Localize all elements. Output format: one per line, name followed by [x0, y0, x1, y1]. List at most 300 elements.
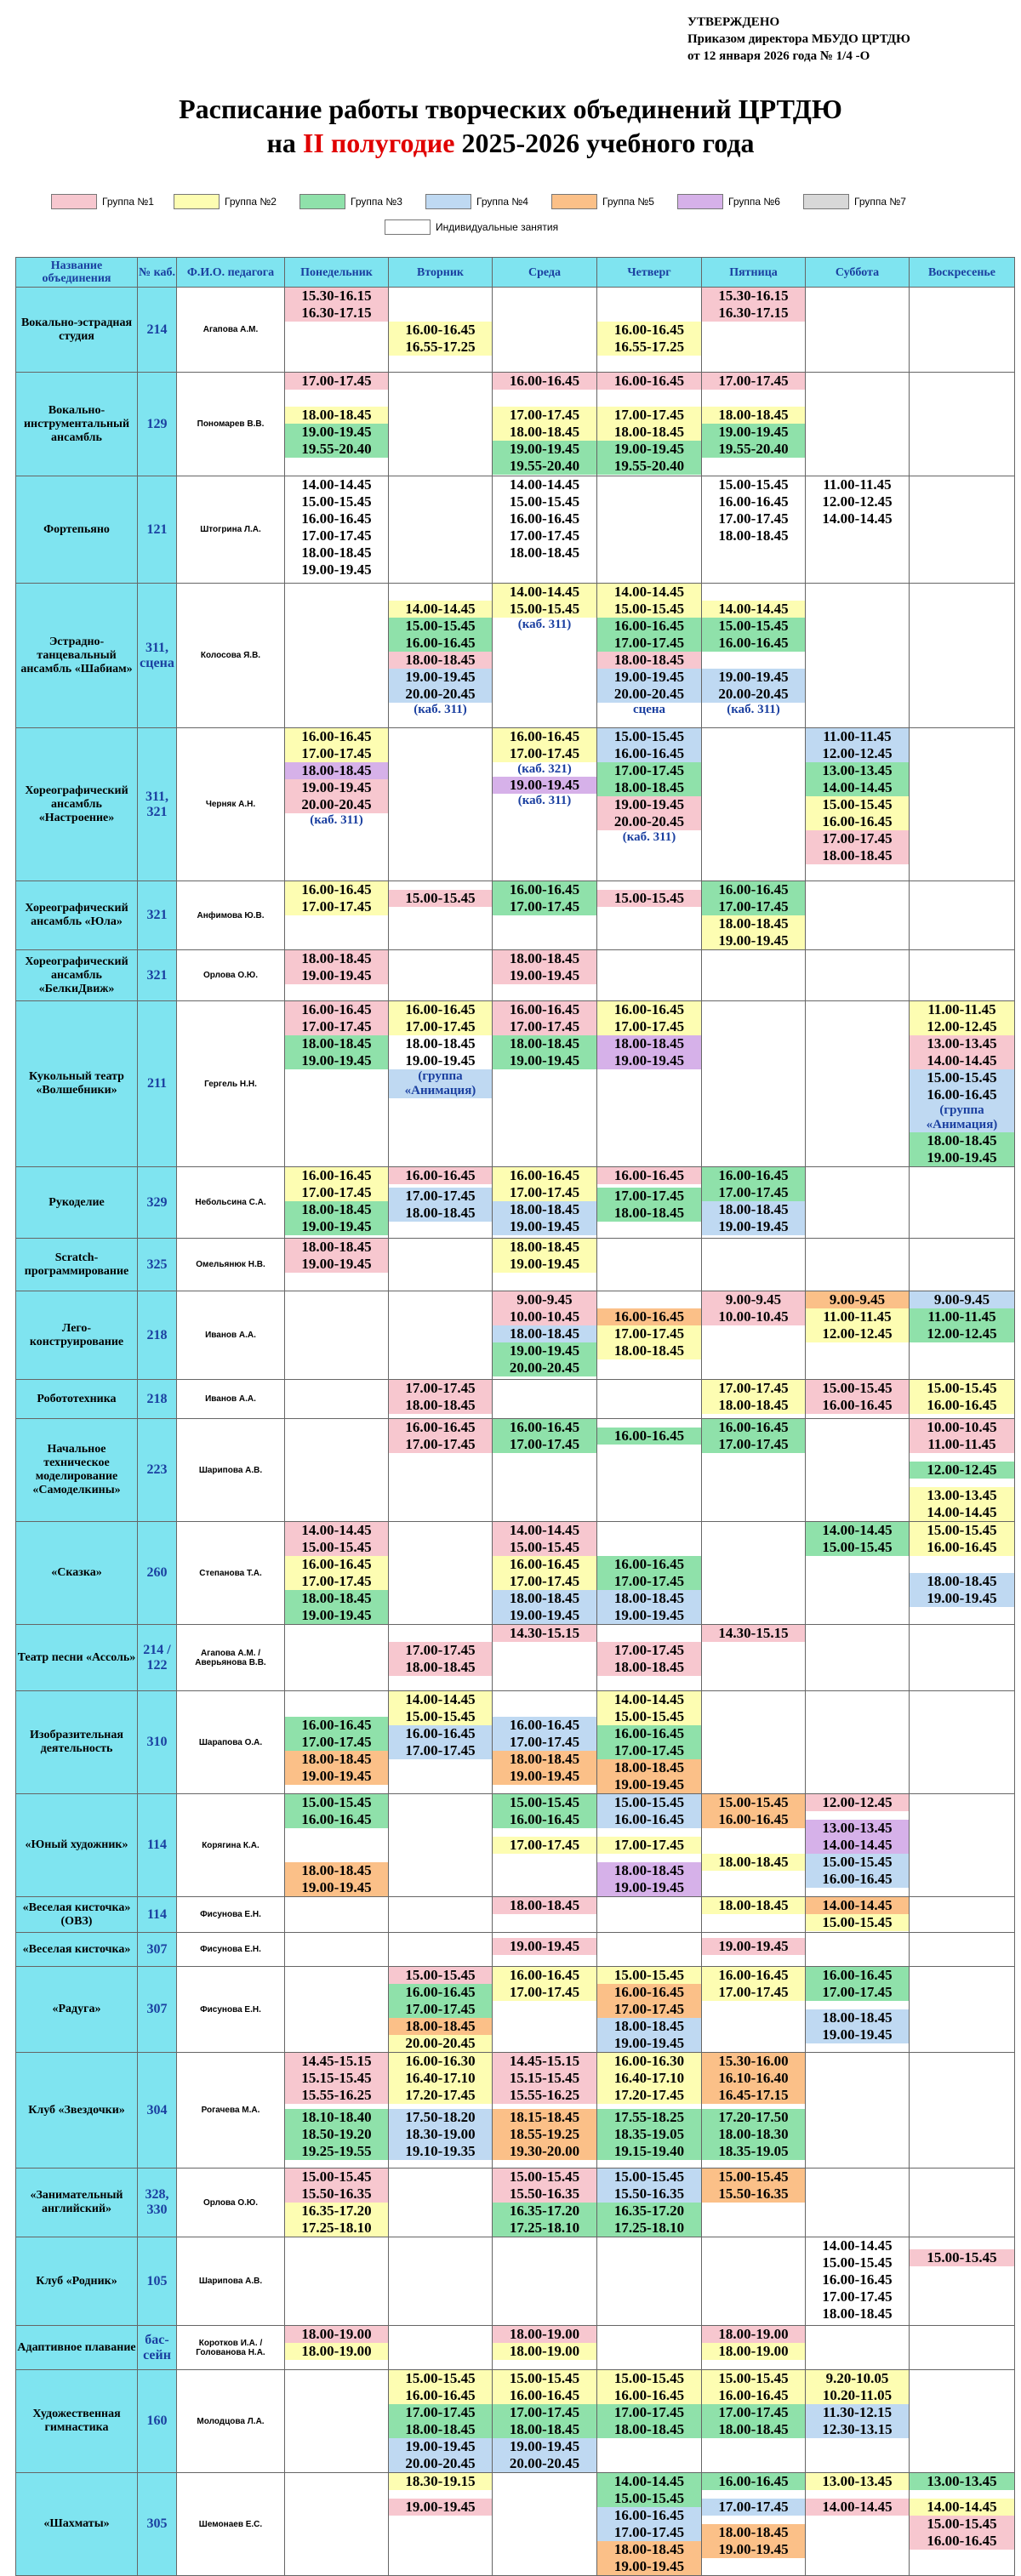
legend-item [803, 194, 906, 209]
session-time: 15.55-16.25 [509, 2087, 580, 2103]
day-cell [285, 373, 389, 476]
session-block [702, 915, 805, 949]
session-time: 16.00-16.45 [613, 1556, 685, 1572]
session-time: 19.00-19.45 [718, 2541, 789, 2557]
session-block [389, 2438, 492, 2472]
session-block [806, 2237, 909, 2322]
table-row [16, 1167, 1015, 1239]
session-time: 18.00-18.45 [718, 1397, 789, 1413]
teacher-name: Шарипова А.В. [177, 1419, 285, 1522]
session-block [597, 1794, 701, 1828]
legend-label: Индивидуальные занятия [436, 221, 559, 233]
session-time: 14.45-15.15 [301, 2053, 372, 2069]
day-cell [389, 373, 493, 476]
session-time: 17.00-17.45 [509, 2404, 580, 2420]
day-cell [285, 2326, 389, 2370]
day-cell [389, 2370, 493, 2473]
session-time: 13.00-13.45 [822, 762, 893, 778]
day-cell [389, 584, 493, 728]
session-block [389, 652, 492, 669]
day-cell [702, 584, 806, 728]
teacher-name: Фисунова Е.Н. [177, 1933, 285, 1967]
session-time: 14.45-15.15 [509, 2053, 580, 2069]
session-block [493, 1035, 596, 1069]
session-time: 19.00-19.45 [613, 796, 685, 812]
session-block [493, 1967, 596, 2001]
teacher-name: Гергель Н.Н. [177, 1001, 285, 1167]
day-cell [806, 2169, 910, 2237]
club-name: «Веселая кисточка» (ОВЗ) [16, 1897, 138, 1933]
column-header: Пятница [702, 258, 806, 288]
session-time: 16.00-16.45 [509, 1717, 580, 1733]
session-time: 18.00-18.45 [613, 2018, 685, 2034]
session-time: 15.00-15.45 [927, 1380, 997, 1396]
table-header-row [16, 258, 1015, 288]
session-time: 19.55-20.40 [613, 458, 685, 474]
session-time: 19.00-19.45 [301, 1052, 372, 1069]
session-time: 18.00-18.45 [613, 1590, 685, 1606]
room-number: бас-сейн [138, 2326, 177, 2370]
session-block [493, 1556, 596, 1590]
day-cell [806, 950, 910, 1001]
room-number: 160 [138, 2370, 177, 2473]
session-time: 16.35-17.20 [301, 2203, 372, 2219]
session-block [597, 1325, 701, 1359]
session-block [493, 407, 596, 441]
club-name: Кукольный театр «Волшебники» [16, 1001, 138, 1167]
room-number: 307 [138, 1967, 177, 2053]
session-time: 19.00-19.45 [509, 1607, 580, 1623]
day-cell [285, 1522, 389, 1625]
session-time: 16.00-16.45 [301, 1811, 372, 1827]
session-time: 19.00-19.45 [613, 2035, 685, 2051]
legend-item [551, 194, 654, 209]
session-time: 18.00-18.45 [613, 424, 685, 440]
room-number: 307 [138, 1933, 177, 1967]
session-time: 19.00-19.45 [613, 441, 685, 457]
session-time: 17.00-17.45 [613, 1837, 685, 1853]
day-cell [493, 373, 597, 476]
session-block [285, 476, 388, 578]
session-block [597, 618, 701, 652]
table-row [16, 1380, 1015, 1419]
day-cell [389, 1897, 493, 1933]
session-time: 17.55-18.25 [613, 2109, 685, 2125]
session-time: 20.00-20.45 [613, 686, 685, 702]
day-cell [910, 1001, 1015, 1167]
day-cell [493, 288, 597, 373]
session-block [597, 1862, 701, 1896]
day-cell [806, 1419, 910, 1522]
session-time: 18.10-18.40 [301, 2109, 372, 2125]
session-time: 16.00-16.45 [822, 2271, 893, 2288]
session-block [910, 1132, 1014, 1166]
session-time: 16.00-16.45 [927, 1539, 997, 1555]
column-header: Четверг [597, 258, 702, 288]
session-time: 17.00-17.45 [301, 898, 372, 915]
day-cell [910, 1794, 1015, 1897]
session-time: 16.00-16.45 [718, 1967, 789, 1983]
day-cell [702, 2326, 806, 2370]
session-block [910, 1001, 1014, 1035]
session-time: 17.00-17.45 [509, 1837, 580, 1853]
session-block [702, 2109, 805, 2160]
session-block [493, 1837, 596, 1854]
session-time: 10.00-10.45 [927, 1419, 997, 1435]
day-cell [389, 1691, 493, 1794]
session-time: 16.00-16.45 [301, 1001, 372, 1017]
spacer [806, 1811, 909, 1820]
session-time: 18.00-18.45 [927, 1132, 997, 1148]
session-time: 17.00-17.45 [405, 1380, 476, 1396]
day-cell [806, 288, 910, 373]
club-name: Адаптивное плавание [16, 2326, 138, 2370]
session-time: 19.00-19.45 [301, 779, 372, 795]
day-cell [910, 950, 1015, 1001]
legend-swatch [174, 194, 220, 209]
legend-item [299, 194, 402, 209]
session-time: 19.00-19.45 [405, 1052, 476, 1069]
page-title [0, 92, 1021, 160]
session-time: 19.00-19.45 [509, 967, 580, 983]
session-time: 15.00-15.45 [613, 890, 685, 906]
session-time: 17.00-17.45 [509, 745, 580, 761]
session-time: 18.00-18.45 [301, 544, 372, 561]
session-time: 15.00-15.45 [613, 1708, 685, 1724]
session-time: 12.00-12.45 [927, 1462, 997, 1478]
session-time: 19.00-19.45 [927, 1149, 997, 1165]
session-time: 15.00-15.45 [613, 2490, 685, 2506]
session-block [285, 1167, 388, 1201]
day-cell [806, 1691, 910, 1794]
session-block [597, 1001, 701, 1035]
session-time: 18.00-18.45 [613, 1659, 685, 1675]
session-block [597, 1691, 701, 1725]
session-block [910, 1522, 1014, 1556]
spacer [910, 2237, 1014, 2249]
session-block [702, 1201, 805, 1235]
spacer [702, 584, 805, 601]
session-time: 19.00-19.45 [405, 2438, 476, 2454]
session-block [910, 1462, 1014, 1479]
day-cell [806, 1380, 910, 1419]
session-block [702, 1419, 805, 1453]
session-time: 15.00-15.45 [718, 2370, 789, 2386]
session-block [493, 1001, 596, 1035]
session-time: 15.00-15.45 [509, 1539, 580, 1555]
session-time: 15.15-15.45 [301, 2070, 372, 2086]
session-time: 18.00-18.45 [718, 915, 789, 932]
room-note: (каб. 311) [727, 703, 780, 716]
session-time: 18.35-19.05 [718, 2143, 789, 2159]
day-cell [702, 881, 806, 950]
day-cell [597, 2370, 702, 2473]
session-time: 16.00-16.45 [405, 1419, 476, 1435]
day-cell [910, 1419, 1015, 1522]
day-cell [493, 2053, 597, 2169]
session-block [702, 1967, 805, 2001]
day-cell [597, 1001, 702, 1167]
session-time: 16.00-16.45 [405, 635, 476, 651]
club-name: Эстрадно-танцевальный ансамбль «Шабиам» [16, 584, 138, 728]
session-block [493, 2404, 596, 2438]
session-time: 19.00-19.45 [301, 561, 372, 578]
room-number: 325 [138, 1239, 177, 1291]
club-name: Робототехника [16, 1380, 138, 1419]
day-cell [389, 1419, 493, 1522]
session-time: 16.00-16.45 [822, 813, 893, 829]
teacher-name: Орлова О.Ю. [177, 2169, 285, 2237]
session-time: 14.00-14.45 [301, 1522, 372, 1538]
day-cell [285, 2053, 389, 2169]
room-number: 211 [138, 1001, 177, 1167]
day-cell [493, 1794, 597, 1897]
legend-swatch [385, 219, 431, 235]
day-cell [702, 2370, 806, 2473]
session-time: 17.00-17.45 [613, 1742, 685, 1758]
session-block [285, 1862, 388, 1896]
table-row [16, 1794, 1015, 1897]
session-time: 17.00-17.45 [509, 1573, 580, 1589]
day-cell [389, 288, 493, 373]
session-time: 14.00-14.45 [613, 1691, 685, 1707]
day-cell [493, 1167, 597, 1239]
day-cell [910, 476, 1015, 584]
teacher-name: Степанова Т.А. [177, 1522, 285, 1625]
session-block [806, 1854, 909, 1888]
day-cell [389, 2053, 493, 2169]
session-time: 16.00-16.45 [405, 1001, 476, 1017]
day-cell [493, 950, 597, 1001]
session-time: 16.00-16.45 [405, 1984, 476, 2000]
session-time: 17.00-17.45 [613, 2404, 685, 2420]
teacher-name: Агапова А.М. / Аверьянова В.В. [177, 1625, 285, 1691]
session-time: 15.00-15.45 [509, 601, 580, 617]
club-name: Театр песни «Ассоль» [16, 1625, 138, 1691]
day-cell [285, 1167, 389, 1239]
session-time: 18.00-18.45 [405, 1035, 476, 1051]
session-block [910, 2516, 1014, 2550]
spacer [389, 288, 492, 322]
club-name: «Радуга» [16, 1967, 138, 2053]
session-block [285, 779, 388, 813]
room-note: (каб. 311) [414, 703, 467, 716]
teacher-name: Иванов А.А. [177, 1380, 285, 1419]
session-block [702, 1897, 805, 1914]
club-name: «Занимательный английский» [16, 2169, 138, 2237]
session-time: 18.00-18.45 [405, 1397, 476, 1413]
session-time: 16.00-16.45 [405, 1725, 476, 1741]
session-time: 12.00-12.45 [822, 1325, 893, 1342]
teacher-name: Агапова А.М. [177, 288, 285, 373]
day-cell [806, 2370, 910, 2473]
session-block [493, 1522, 596, 1556]
teacher-name: Иванов А.А. [177, 1291, 285, 1380]
session-time: 18.15-18.45 [509, 2109, 580, 2125]
column-header: Название объединения [16, 258, 138, 288]
session-block [285, 1717, 388, 1751]
day-cell [389, 728, 493, 881]
day-cell [389, 1522, 493, 1625]
session-time: 15.00-15.45 [718, 618, 789, 634]
legend-label: Группа №3 [351, 196, 402, 208]
session-time: 20.00-20.45 [718, 686, 789, 702]
session-time: 16.00-16.45 [301, 1556, 372, 1572]
session-time: 19.00-19.45 [509, 1052, 580, 1069]
day-cell [493, 2370, 597, 2473]
session-block [702, 618, 805, 652]
session-block [702, 1938, 805, 1955]
session-block [806, 1794, 909, 1811]
session-block [597, 1967, 701, 1984]
day-cell [597, 1967, 702, 2053]
session-time: 15.50-16.35 [613, 2186, 685, 2202]
day-cell [285, 1794, 389, 1897]
day-cell [285, 1897, 389, 1933]
spacer [389, 1625, 492, 1642]
session-time: 16.00-16.45 [509, 2387, 580, 2403]
session-block [493, 1717, 596, 1751]
session-block [493, 2169, 596, 2203]
session-time: 19.00-19.45 [301, 1607, 372, 1623]
session-time: 19.00-19.45 [613, 1879, 685, 1895]
day-cell [806, 2237, 910, 2326]
session-time: 17.00-17.45 [613, 762, 685, 778]
session-time: 15.15-15.45 [509, 2070, 580, 2086]
session-time: 16.00-16.45 [613, 1308, 685, 1325]
spacer [597, 390, 701, 407]
table-row [16, 2053, 1015, 2169]
session-time: 15.00-15.45 [405, 890, 476, 906]
spacer [285, 1691, 388, 1717]
session-time: 19.00-19.45 [509, 1342, 580, 1359]
session-block [702, 1291, 805, 1325]
session-time: 19.00-19.45 [613, 2558, 685, 2574]
session-time: 16.00-16.45 [613, 1984, 685, 2000]
title-post: 2025-2026 учебного года [454, 128, 755, 158]
session-block [597, 407, 701, 441]
session-time: 16.00-16.45 [613, 745, 685, 761]
session-time: 17.50-18.20 [405, 2109, 476, 2125]
session-time: 15.00-15.45 [613, 1794, 685, 1810]
session-block [597, 762, 701, 796]
day-cell [702, 2237, 806, 2326]
session-time: 18.00-18.45 [718, 527, 789, 544]
session-time: 16.55-17.25 [405, 339, 476, 355]
day-cell [285, 2169, 389, 2237]
session-block [493, 476, 596, 561]
legend-label: Группа №4 [476, 196, 528, 208]
session-block [597, 890, 701, 907]
session-block [806, 2473, 909, 2490]
session-time: 18.00-18.45 [509, 1751, 580, 1767]
session-block [597, 796, 701, 830]
session-time: 16.00-16.45 [509, 1419, 580, 1435]
club-name: Клуб «Звездочки» [16, 2053, 138, 2169]
session-time: 18.00-18.45 [301, 1035, 372, 1051]
session-block [389, 618, 492, 652]
session-time: 19.00-19.45 [509, 1938, 580, 1954]
legend-item [51, 194, 154, 209]
room-number: 310 [138, 1691, 177, 1794]
session-block [702, 1794, 805, 1828]
session-block [389, 1642, 492, 1676]
session-time: 14.00-14.45 [509, 584, 580, 600]
session-block [493, 2343, 596, 2360]
spacer [910, 2490, 1014, 2499]
day-cell [493, 476, 597, 584]
session-time: 16.00-16.30 [613, 2053, 685, 2069]
session-block [285, 288, 388, 322]
day-cell [910, 584, 1015, 728]
room-number: 329 [138, 1167, 177, 1239]
session-time: 15.50-16.35 [718, 2186, 789, 2202]
session-block [702, 424, 805, 458]
column-header: Вторник [389, 258, 493, 288]
session-block [702, 288, 805, 322]
session-time: 15.00-15.45 [613, 2169, 685, 2185]
session-time: 13.00-13.45 [927, 2473, 997, 2489]
session-time: 19.55-20.40 [509, 458, 580, 474]
session-block [597, 2169, 701, 2203]
session-time: 15.00-15.45 [927, 1522, 997, 1538]
session-time: 14.00-14.45 [718, 601, 789, 617]
session-block [806, 1914, 909, 1931]
session-time: 16.00-16.45 [509, 881, 580, 898]
spacer [702, 652, 805, 669]
spacer [285, 390, 388, 407]
session-block [806, 2009, 909, 2043]
session-time: 18.00-19.00 [509, 2343, 580, 2359]
session-time: 17.00-17.45 [301, 745, 372, 761]
session-time: 19.00-19.45 [509, 2438, 580, 2454]
session-block [702, 2169, 805, 2203]
session-time: 17.00-17.45 [405, 1642, 476, 1658]
session-block [285, 1035, 388, 1069]
day-cell [597, 2237, 702, 2326]
session-time: 18.00-18.45 [405, 1205, 476, 1221]
day-cell [910, 728, 1015, 881]
title-line-1: Расписание работы творческих объединений ЦРТДЮ [179, 94, 842, 124]
session-time: 16.10-16.40 [718, 2070, 789, 2086]
session-time: 15.00-15.45 [927, 1069, 997, 1086]
session-time: 19.00-19.45 [301, 1879, 372, 1895]
session-time: 20.00-20.45 [405, 2035, 476, 2051]
day-cell [285, 1691, 389, 1794]
session-block [389, 669, 492, 703]
room-number: 218 [138, 1291, 177, 1380]
session-block [806, 2370, 909, 2404]
session-time: 15.00-15.45 [822, 796, 893, 812]
session-time: 13.00-13.45 [822, 1820, 893, 1836]
teacher-name: Фисунова Е.Н. [177, 1967, 285, 2053]
day-cell [702, 1625, 806, 1691]
session-time: 17.00-17.45 [718, 1184, 789, 1200]
session-time: 16.00-16.45 [613, 1001, 685, 1017]
session-block [493, 1167, 596, 1201]
session-block [910, 2249, 1014, 2266]
session-time: 18.30-19.15 [405, 2473, 476, 2489]
session-time: 18.00-18.45 [509, 1035, 580, 1051]
session-time: 16.00-16.45 [822, 1871, 893, 1887]
session-time: 16.00-16.45 [718, 1419, 789, 1435]
session-time: 16.00-16.45 [405, 2387, 476, 2403]
day-cell [389, 1933, 493, 1967]
session-time: 18.00-18.45 [509, 1590, 580, 1606]
session-time: 17.00-17.45 [718, 2404, 789, 2420]
legend-label: Группа №5 [602, 196, 654, 208]
session-block [389, 1691, 492, 1725]
